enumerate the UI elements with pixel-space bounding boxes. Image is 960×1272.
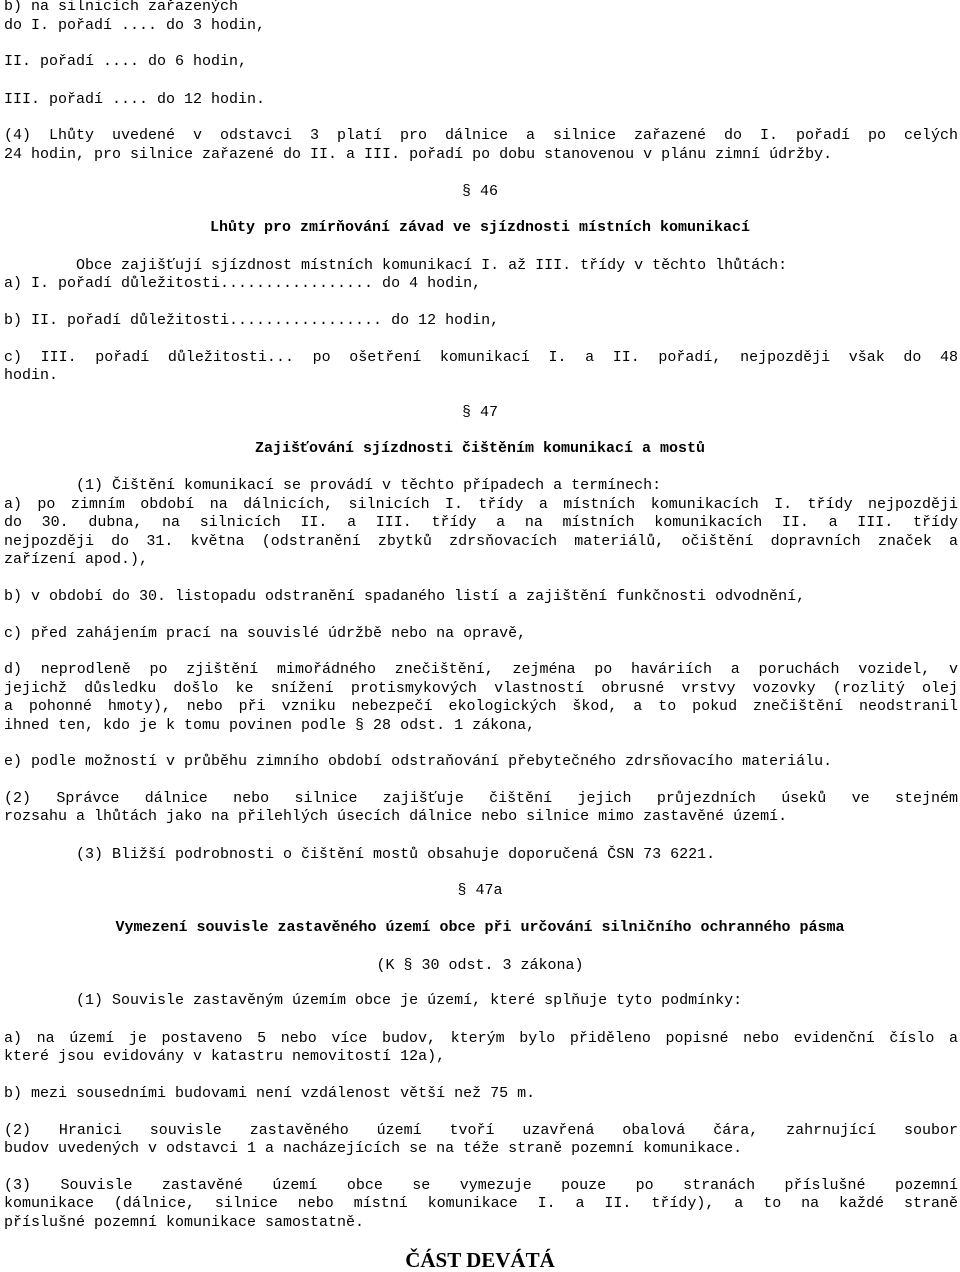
text-line: 24 hodin, pro silnice zařazené do II. a III. pořadí po dobu stanovenou v plánu zimní údržby.: [4, 146, 833, 163]
section-number: § 46: [461, 183, 498, 200]
section-heading: Vymezení souvisle zastavěného území obce při určování silničního ochranného pásma: [115, 919, 845, 936]
text-line: jejichž důsledku došlo ke snížení protismykových vlastností obrusné vrstvy vozovky (rozlitý olej: [4, 680, 958, 697]
part-heading: ČÁST DEVÁTÁ: [405, 1248, 555, 1272]
text-line: c) III. pořadí důležitosti... po ošetření komunikací I. a II. pořadí, nejpozději však do 48: [4, 349, 958, 366]
text-line: III. pořadí .... do 12 hodin.: [4, 91, 266, 108]
text-line: b) II. pořadí důležitosti................. do 12 hodin,: [4, 312, 500, 329]
text-line: (2) Správce dálnice nebo silnice zajišťuje čištění jejich průjezdních úseků ve stejném: [4, 790, 958, 807]
text-line: komunikace (dálnice, silnice nebo místní komunikace I. a II. třídy), a to na každé straně: [4, 1195, 958, 1212]
text-line: ihned ten, kdo je k tomu povinen podle § 28 odst. 1 zákona,: [4, 717, 536, 734]
text-line: II. pořadí .... do 6 hodin,: [4, 53, 248, 70]
text-line: Obce zajišťují sjízdnost místních komunikací I. až III. třídy v těchto lhůtách:: [4, 257, 788, 274]
text-line: zařízení apod.),: [4, 551, 149, 568]
section-reference: (K § 30 odst. 3 zákona): [376, 957, 584, 974]
text-line: rozsahu a lhůtách jako na přilehlých úsecích dálnice nebo silnice mimo zastavěné území.: [4, 808, 788, 825]
text-line: a) na území je postaveno 5 nebo více budov, kterým bylo přiděleno popisné nebo evidenční číslo a: [4, 1030, 958, 1047]
text-line: a pohonné hmoty), nebo při vzniku nebezpečí ekologických škod, a to pokud znečištění neodstranil: [4, 698, 958, 715]
text-line: které jsou evidovány v katastru nemovitostí 12a),: [4, 1048, 446, 1065]
section-heading: Lhůty pro zmírňování závad ve sjízdnosti místních komunikací: [209, 219, 751, 236]
text-line: c) před zahájením prací na souvislé údržbě nebo na opravě,: [4, 625, 527, 642]
section-number: § 47a: [457, 882, 503, 899]
text-line: nejpozději do 31. května (odstranění zbytků zdrsňovacích materiálů, očištění dopravních značek a: [4, 533, 958, 550]
text-line: budov uvedených v odstavci 1 a nacházejících se na téže straně pozemní komunikace.: [4, 1140, 743, 1157]
text-line: (4) Lhůty uvedené v odstavci 3 platí pro dálnice a silnice zařazené do I. pořadí po celých: [4, 127, 958, 144]
text-line: příslušné pozemní komunikace samostatně.: [4, 1214, 365, 1231]
text-line: b) mezi sousedními budovami není vzdálenost větší než 75 m.: [4, 1085, 536, 1102]
text-line: a) I. pořadí důležitosti................. do 4 hodin,: [4, 275, 482, 292]
text-line: b) v období do 30. listopadu odstranění spadaného listí a zajištění funkčnosti odvodnění,: [4, 588, 806, 605]
text-line: e) podle možností v průběhu zimního období odstraňování přebytečného zdrsňovacího materiálu.: [4, 753, 833, 770]
text-line: a) po zimním období na dálnicích, silnicích I. třídy a místních komunikacích I. třídy nejpozději: [4, 496, 958, 513]
text-line: (1) Čištění komunikací se provádí v těchto případech a termínech:: [4, 477, 662, 494]
text-line: (3) Bližší podrobnosti o čištění mostů obsahuje doporučená ČSN 73 6221.: [4, 846, 716, 863]
text-line: hodin.: [4, 367, 59, 384]
section-number: § 47: [461, 404, 498, 421]
text-line: do I. pořadí .... do 3 hodin,: [4, 17, 266, 34]
text-line: (3) Souvisle zastavěné území obce se vymezuje pouze po stranách příslušné pozemní: [4, 1177, 958, 1194]
text-line: (2) Hranici souvisle zastavěného území tvoří uzavřená obalová čára, zahrnující soubor: [4, 1122, 958, 1139]
text-line: d) neprodleně po zjištění mimořádného znečištění, zejména po haváriích a poruchách vozidel, v: [4, 661, 958, 678]
text-line: (1) Souvisle zastavěným územím obce je území, které splňuje tyto podmínky:: [4, 992, 743, 1009]
text-line: b) na silnicích zařazených: [4, 0, 239, 15]
section-heading: Zajišťování sjízdnosti čištěním komunikací a mostů: [254, 440, 706, 457]
text-line: do 30. dubna, na silnicích II. a III. třídy a na místních komunikacích II. a III. třídy: [4, 514, 958, 531]
